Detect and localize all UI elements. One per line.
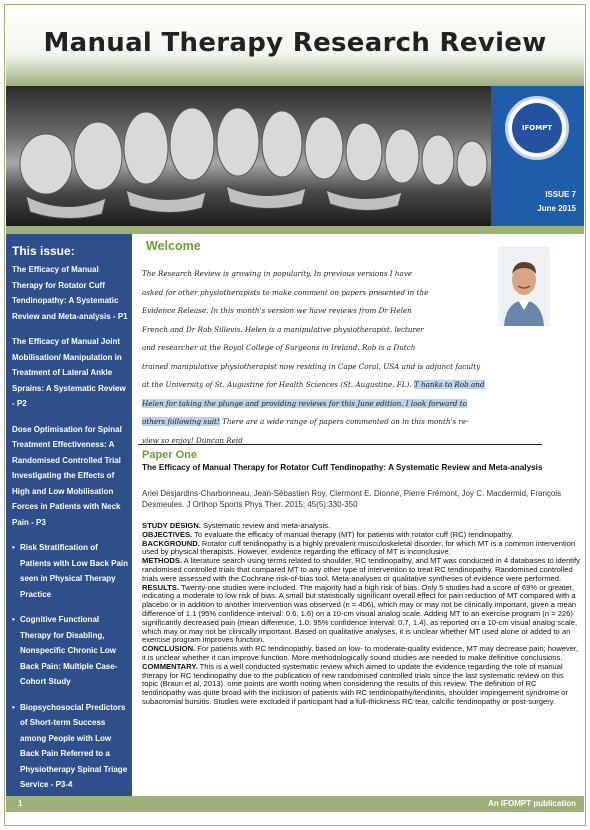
abstract-section [142, 663, 580, 707]
masthead-title: Manual Therapy Research Review [43, 28, 547, 58]
section-label: METHODS. [142, 556, 183, 566]
sidebar-bullet-text: Biopsychosocial Predictors of Short-term Success among People with Low Back Pain Referred to a Physiotherapy Spinal Triage Service - P3-4 [20, 702, 128, 789]
welcome-text [142, 265, 580, 450]
spine-photo [6, 86, 491, 226]
section-label: BACKGROUND. [142, 538, 200, 548]
section-text: This is a well conducted systematic review which aimed to update the evidence regarding the role of manual therapy for RC tendinopathy due to the publication of new randomised controlled trials since the last systematic review on this topic (Braun et al, 2013). ome points are worth noting when considering the results of this review. The definition of RC tendinopathy was quite broad with the inclusion of patients with RC tendinopathy/tendinitis, shoulder impingement syndrome or subacromial bursitis. Studies were excluded if participant had a full-thickness RC tear, calcific tendinopathy or post-surgery. [142, 661, 568, 706]
sidebar [6, 234, 132, 796]
paper-authors: Ariel Desjardins-Charbonneau, Jean-Sébastien Roy, Clermont E. Dionne, Pierre Frémont, Joy C. Macdermid, François Desmeules. J Orthop Sports Phys Ther. 2015; 45(5):330-350 [142, 489, 562, 509]
abstract-section [142, 645, 580, 663]
welcome-heading: Welcome [146, 239, 201, 253]
sidebar-items [12, 262, 130, 803]
sidebar-item[interactable]: The Efficacy of Manual Joint Mobilisation/ Manipulation in Treatment of Lateral Ankle Sprains: A Systematic Review - P2 [12, 337, 126, 408]
highlighted-text: T hanks to Rob and [413, 380, 485, 389]
section-text: A literature search using terms related to shoulder, RC tendinopathy, and MT was conducted in 4 databases to identify randomised controlled trials that compared MT to any other type of intervention to treat RC tendinopathy. Randomised controlled trials were assessed with the Cochrane risk-of-bias tool. Meta-analyses or qualitative syntheses of evidence were performed. [142, 556, 580, 583]
sidebar-bullet-text: Risk Stratification of Patients with Low Back Pain seen in Physical Therapy Practice [20, 543, 129, 599]
abstract-section [142, 584, 580, 646]
welcome-line: trained manipulative physiotherapist now residing in Cape Coral, USA and is adjunct faculty [142, 361, 481, 371]
welcome-line: asked for other physiotherapists to make comment on papers presented in the [142, 287, 429, 297]
publication-label: An IFOMPT publication [488, 799, 576, 808]
paper-abstract [142, 522, 580, 707]
vertebrae-illustration [6, 86, 491, 226]
section-text: Systematic review and meta-analysis. [203, 521, 331, 530]
sidebar-item[interactable]: Dose Optimisation for Spinal Treatment Effectiveness: A Randomised Controlled Trial Investigating the Effects of High and Low Mobilisation Forces in Patients with Neck Pain - P3 [12, 424, 122, 527]
issue-date: June 2015 [537, 204, 576, 213]
welcome-line: view so enjoy! Duncan Reid [142, 435, 243, 445]
section-divider [138, 444, 542, 445]
abstract-section [142, 540, 580, 558]
section-label: STUDY DESIGN. [142, 521, 201, 530]
bullet-icon: • [12, 702, 15, 712]
logo-text: IFOMPT [521, 124, 553, 132]
green-divider [6, 226, 584, 234]
ifompt-logo [505, 96, 569, 160]
section-text: To evaluate the efficacy of manual therapy (MT) for patients with rotator cuff (RC) tendinopathy. [194, 529, 514, 539]
section-text: Twenty-one studies were included. The majority had a high risk of bias. Only 5 studies had a score of 69% or greater, indicating a moderate to low risk of bias. A small but statistically significant overall effect for pain reduction of MT compared with a placebo or in addition to another intervention was observed (n = 406), which may or may not be clinically important, given a mean difference of 1.1 (95% confidence interval: 0.6, 1.6) on a 10-cm visual analog scale. Adding MT to an exercise program (n = 226) significantly decreased pain (mean difference, 1.0; 95% confidence interval: 0.7, 1.4), as reported on a 10-cm visual analog scale, which may or may not be clinically important. Based on qualitative analyses, it is unclear whether MT used alone or added to an exercise program improves function. [142, 582, 578, 645]
highlighted-text: Helen for taking the plunge and providing reviews for this June edition. I look forward to [142, 398, 467, 408]
welcome-line: Evidence Release. In this month's version we have reviews from Dr Helen [142, 306, 412, 315]
issue-panel [491, 86, 584, 226]
sidebar-bullet-item[interactable] [12, 612, 130, 690]
bullet-icon: • [12, 543, 15, 552]
sidebar-title: This issue: [12, 244, 75, 258]
section-text: For patients with RC tendinopathy, based on low- to moderate-quality evidence, MT may decrease pain; however, it is unclear whether it can improve function. More methodologically sound studies are needed to make definitive conclusions. [142, 644, 579, 662]
bullet-icon: • [12, 615, 15, 624]
welcome-line: There are a wide range of papers commented on in this month's re- [222, 417, 469, 426]
welcome-line: at the University of St. Augustine for Health Sciences (St. Augustine, FL). [142, 380, 412, 389]
welcome-line: and researcher at the Royal College of Surgeons in Ireland. Rob is a Dutch [142, 343, 416, 352]
sidebar-bullet-item[interactable] [12, 700, 130, 793]
section-label: COMMENTARY. [142, 661, 198, 671]
masthead [6, 6, 584, 86]
abstract-section [142, 557, 580, 583]
sidebar-bullet-text: Cognitive Functional Therapy for Disabling, Nonspecific Chronic Low Back Pain: Multiple Case-Cohort Study [20, 615, 118, 686]
welcome-line: French and Dr Rob Sillevis. Helen is a manipulative physiotherapist, lecturer [142, 324, 424, 334]
paper-heading: Paper One [142, 449, 198, 461]
ifompt-logo-seal [512, 103, 562, 153]
welcome-line: The Research Review is growing in popularity. In previous versions I have [142, 269, 413, 278]
hero-banner [6, 86, 584, 226]
section-label: CONCLUSION. [142, 644, 196, 654]
section-label: RESULTS. [142, 582, 179, 592]
page-number: 1 [18, 799, 23, 808]
issue-number: ISSUE 7 [545, 190, 576, 199]
section-text: Rotator cuff tendinopathy is a highly prevalent musculoskeletal disorder, for which MT is a common intervention used by physical therapists. However, evidence regarding the efficacy of MT is inconclusive. [142, 538, 576, 557]
welcome-line [142, 395, 580, 414]
paper-title: The Efficacy of Manual Therapy for Rotator Cuff Tendinopathy: A Systematic Review and Meta-analysis [142, 463, 543, 472]
sidebar-bullet-item[interactable] [12, 540, 130, 602]
section-label: OBJECTIVES. [142, 529, 193, 539]
highlighted-text: others following suit! [142, 417, 220, 426]
footer [6, 796, 584, 812]
welcome-line-mixed [142, 413, 580, 432]
sidebar-item[interactable]: The Efficacy of Manual Therapy for Rotator Cuff Tendinopathy: A Systematic Review and Meta-analysis - P1 [12, 265, 128, 321]
welcome-line-mixed [142, 376, 580, 395]
